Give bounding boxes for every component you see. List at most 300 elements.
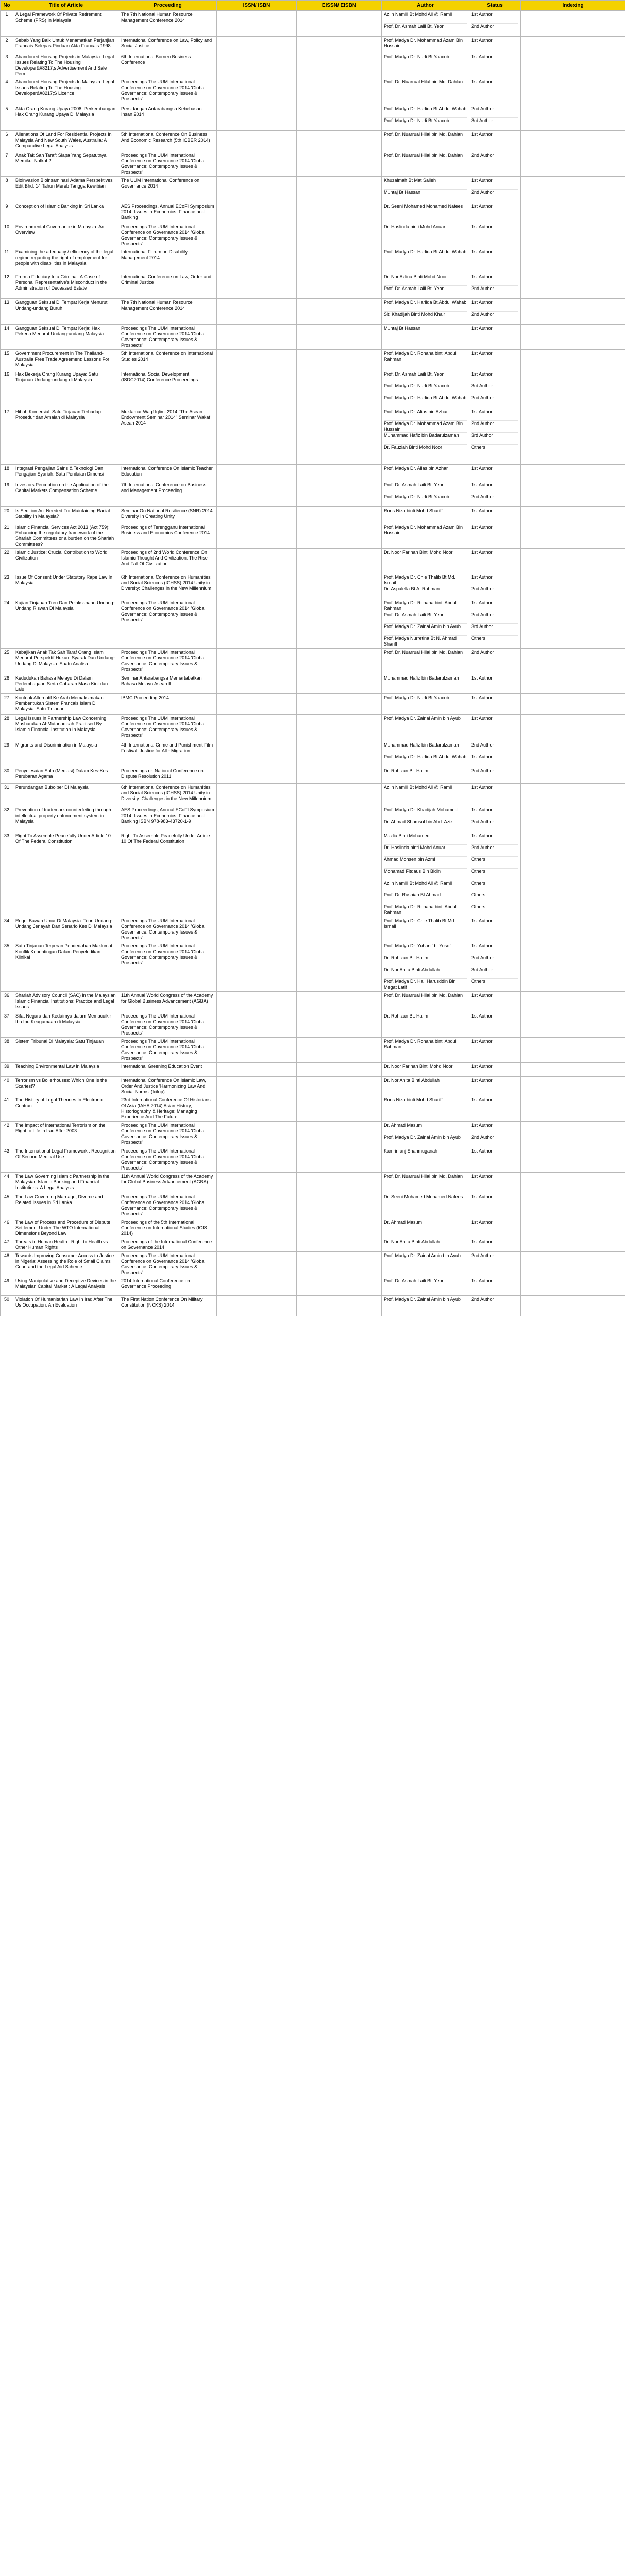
author-status: 3rd Author bbox=[471, 433, 518, 445]
eissn-cell bbox=[297, 1193, 382, 1218]
issn-cell bbox=[217, 1238, 297, 1252]
article-title: A Legal Framework Of Private Retirement Scheme (PRS) In Malaysia bbox=[13, 11, 119, 37]
author-name: Mazlia Binti Mohamed bbox=[384, 833, 467, 845]
table-row bbox=[1, 523, 625, 549]
row-number: 32 bbox=[1, 806, 13, 832]
table-row bbox=[1, 299, 625, 325]
article-title: Sebab Yang Baik Untuk Menamatkan Perjanjian Francais Selepas Pindaan Akta Francais 1998 bbox=[13, 37, 119, 53]
proceeding: Proceedings The UUM International Conference on Governance 2014 'Global Governance: Contemporary Issues & Prospects' bbox=[119, 942, 217, 992]
table-row bbox=[1, 1296, 625, 1316]
proceeding: Proceedings The UUM International Conference on Governance 2014 'Global Governance: Contemporary Issues & Prospects' bbox=[119, 917, 217, 942]
row-number: 20 bbox=[1, 507, 13, 523]
status-cell bbox=[469, 465, 521, 481]
table-row bbox=[1, 465, 625, 481]
table-row bbox=[1, 649, 625, 674]
issn-cell bbox=[217, 202, 297, 223]
indexing-cell bbox=[521, 370, 625, 408]
table-body bbox=[1, 11, 625, 1316]
status-cell bbox=[469, 325, 521, 350]
row-number: 25 bbox=[1, 649, 13, 674]
author-status: 1st Author bbox=[471, 833, 518, 845]
row-number: 19 bbox=[1, 481, 13, 507]
row-number: 24 bbox=[1, 599, 13, 649]
author-name: Prof. Dr. Nuarrual Hilal bin Md. Dahlan bbox=[384, 79, 463, 84]
table-row bbox=[1, 37, 625, 53]
proceeding: International Social Development (ISDC2014) Conference Proceedings bbox=[119, 370, 217, 408]
row-number: 5 bbox=[1, 105, 13, 131]
row-number: 43 bbox=[1, 1147, 13, 1173]
article-title: Kajian Tinjauan Tren Dan Pelaksanaan Undang-Undang Riswah Di Malaysia bbox=[13, 599, 119, 649]
author-cell bbox=[382, 1238, 469, 1252]
status-cell bbox=[469, 549, 521, 573]
author-status: 1st Author bbox=[471, 1064, 493, 1069]
author-name: Dr. Seeni Mohamed Mohamed Nafees bbox=[384, 1194, 463, 1199]
indexing-cell bbox=[521, 37, 625, 53]
col-header-status: Status bbox=[469, 1, 521, 11]
author-name: Azlin Namili Bt Mohd Ali @ Ramli bbox=[384, 785, 452, 790]
issn-cell bbox=[217, 715, 297, 741]
indexing-cell bbox=[521, 1238, 625, 1252]
row-number: 23 bbox=[1, 573, 13, 599]
article-title: Legal Issues in Partnership Law Concerning Musharakah Al-Mutanaqisah Practised By Islamic Financial Institution In Malaysia bbox=[13, 715, 119, 741]
status-cell bbox=[469, 408, 521, 465]
proceeding: 6th International Conference on Humanities and Social Sciences (ICHSS) 2014 Unity in Diversity: Challenges in the New Millennium bbox=[119, 784, 217, 806]
author-cell bbox=[382, 523, 469, 549]
article-title: Penyelesaian Sulh (Mediasi) Dalam Kes-Kes Perubaran Agama bbox=[13, 767, 119, 784]
status-cell bbox=[469, 741, 521, 767]
author-cell bbox=[382, 1038, 469, 1063]
row-number: 33 bbox=[1, 832, 13, 917]
proceeding: International Conference on Law, Policy and Social Justice bbox=[119, 37, 217, 53]
issn-cell bbox=[217, 1193, 297, 1218]
indexing-cell bbox=[521, 523, 625, 549]
author-name: Prof. Madya Nurretina Bt N. Ahmad Shariff bbox=[384, 636, 457, 647]
author-status: 1st Author bbox=[471, 409, 518, 421]
proceeding: Proceedings on National Conference on Dispute Resolution 2011 bbox=[119, 767, 217, 784]
row-number: 17 bbox=[1, 408, 13, 465]
table-row bbox=[1, 573, 625, 599]
status-cell bbox=[469, 649, 521, 674]
author-status: 1st Author bbox=[471, 224, 493, 229]
row-number: 4 bbox=[1, 78, 13, 105]
author-cell bbox=[382, 131, 469, 151]
issn-cell bbox=[217, 1077, 297, 1096]
table-row bbox=[1, 549, 625, 573]
table-row bbox=[1, 917, 625, 942]
issn-cell bbox=[217, 767, 297, 784]
issn-cell bbox=[217, 1252, 297, 1277]
author-name: Prof. Madya Dr. Mohammad Azam Bin Hussain bbox=[384, 524, 463, 535]
table-row bbox=[1, 992, 625, 1012]
table-row bbox=[1, 1173, 625, 1193]
eissn-cell bbox=[297, 507, 382, 523]
author-name: Prof. Madya Dr. Haji Harusddin Bin Megat Latif bbox=[384, 979, 456, 990]
author-cell bbox=[382, 832, 469, 917]
author-status: 2nd Author bbox=[471, 612, 518, 624]
author-name: Prof. Dr. Asmah Laili Bt. Yeon bbox=[384, 286, 445, 291]
proceeding: Muktamar Waqf Iqlimi 2014 "The Asean Endowment Seminar 2014" Seminar Wakaf Asean 2014 bbox=[119, 408, 217, 465]
issn-cell bbox=[217, 273, 297, 299]
author-cell bbox=[382, 105, 469, 131]
row-number: 21 bbox=[1, 523, 13, 549]
indexing-cell bbox=[521, 53, 625, 78]
proceeding: AES Proceedings, Annual ECoFI Symposium 2014: Issues in Economics, Finance and Banking bbox=[119, 202, 217, 223]
row-number: 9 bbox=[1, 202, 13, 223]
author-cell bbox=[382, 78, 469, 105]
author-status: Others bbox=[471, 445, 486, 450]
status-cell bbox=[469, 131, 521, 151]
table-row bbox=[1, 370, 625, 408]
issn-cell bbox=[217, 599, 297, 649]
eissn-cell bbox=[297, 105, 382, 131]
article-title: Hibah Komersial: Satu Tinjauan Terhadap Prosedur dan Amalan di Malaysia bbox=[13, 408, 119, 465]
table-row bbox=[1, 151, 625, 177]
article-title: Teaching Environmental Law in Malaysia bbox=[13, 1063, 119, 1077]
status-cell bbox=[469, 223, 521, 248]
row-number: 46 bbox=[1, 1218, 13, 1238]
article-title: Investors Perception on the Application of the Capital Markets Compensation Scheme bbox=[13, 481, 119, 507]
indexing-cell bbox=[521, 694, 625, 715]
eissn-cell bbox=[297, 1218, 382, 1238]
author-status: 1st Author bbox=[471, 993, 493, 998]
proceeding: Proceedings The UUM International Conference on Governance 2014 'Global Governance: Contemporary Issues & Prospects' bbox=[119, 223, 217, 248]
author-status: 1st Author bbox=[471, 1039, 493, 1044]
article-title: Kedudukan Bahasa Melayu Di Dalam Perlembagaan Serta Cabaran Masa Kini dan Lalu bbox=[13, 674, 119, 694]
article-title: Akta Orang Kurang Upaya 2008: Perkembangan Hak Orang Kurang Upaya Di Malaysia bbox=[13, 105, 119, 131]
author-name: Kamrin anj Shanmuganah bbox=[384, 1148, 438, 1154]
author-cell bbox=[382, 325, 469, 350]
issn-cell bbox=[217, 370, 297, 408]
proceeding: Proceedings The UUM International Conference on Governance 2014 'Global Governance: Contemporary Issues & Prospects' bbox=[119, 1122, 217, 1147]
author-name: Muhammad Hafiz bin Badarulzaman bbox=[384, 433, 467, 445]
status-cell bbox=[469, 674, 521, 694]
author-status: 1st Author bbox=[471, 482, 518, 494]
status-cell bbox=[469, 273, 521, 299]
author-status: 2nd Author bbox=[471, 586, 494, 591]
author-name: Prof. Madya Dr. Nurli Bt Yaacob bbox=[384, 494, 449, 499]
author-name: Dr. Ahmad Shamsul bin Abd. Aziz bbox=[384, 819, 453, 824]
author-status: 2nd Author bbox=[471, 494, 494, 499]
author-cell bbox=[382, 784, 469, 806]
table-row bbox=[1, 715, 625, 741]
eissn-cell bbox=[297, 715, 382, 741]
author-cell bbox=[382, 917, 469, 942]
author-status: 3rd Author bbox=[471, 383, 518, 395]
author-name: Muntaj Bt Hassan bbox=[384, 190, 421, 195]
author-status: 1st Author bbox=[471, 716, 493, 721]
row-number: 29 bbox=[1, 741, 13, 767]
author-status: 2nd Author bbox=[471, 742, 518, 754]
issn-cell bbox=[217, 11, 297, 37]
indexing-cell bbox=[521, 741, 625, 767]
issn-cell bbox=[217, 549, 297, 573]
author-cell bbox=[382, 649, 469, 674]
eissn-cell bbox=[297, 767, 382, 784]
proceeding: 5th International Conference On Business And Economic Research (5th ICBER 2014) bbox=[119, 131, 217, 151]
author-name: Prof. Madya Dr. Harlida Bt Abdul Wahab bbox=[384, 106, 467, 118]
issn-cell bbox=[217, 573, 297, 599]
issn-cell bbox=[217, 674, 297, 694]
proceeding: 6th International Conference on Humanities and Social Sciences (ICHSS) 2014 Unity in Diversity: Challenges in the New Millennium bbox=[119, 573, 217, 599]
article-title: Environmental Governance in Malaysia: An Overview bbox=[13, 223, 119, 248]
row-number: 50 bbox=[1, 1296, 13, 1316]
indexing-cell bbox=[521, 299, 625, 325]
author-cell bbox=[382, 1122, 469, 1147]
eissn-cell bbox=[297, 942, 382, 992]
author-name: Prof. Madya Dr. Chie Thalib Bt Md. Ismail bbox=[384, 918, 455, 929]
eissn-cell bbox=[297, 1122, 382, 1147]
author-name: Prof. Madya Dr. Zainal Amin bin Ayub bbox=[384, 1134, 461, 1140]
table-row bbox=[1, 741, 625, 767]
issn-cell bbox=[217, 1147, 297, 1173]
indexing-cell bbox=[521, 1193, 625, 1218]
article-title: Anak Tak Sah Taraf: Siapa Yang Sepatutnya Memikul Nafkah? bbox=[13, 151, 119, 177]
proceeding: Proceedings of 2nd World Conference On Islamic Thought And Civilization: The Rise And Fall Of Civilization bbox=[119, 549, 217, 573]
table-row bbox=[1, 806, 625, 832]
author-cell bbox=[382, 942, 469, 992]
proceeding: Proceedings of the 5th International Conference on International Studies (ICIS 2014) bbox=[119, 1218, 217, 1238]
issn-cell bbox=[217, 1012, 297, 1038]
author-status: 1st Author bbox=[471, 466, 493, 471]
indexing-cell bbox=[521, 1077, 625, 1096]
proceeding: AES Proceedings, Annual ECoFI Symposium 2014: Issues in Economics, Finance and Banking ISBN 978-983-43720-1-9 bbox=[119, 806, 217, 832]
indexing-cell bbox=[521, 223, 625, 248]
status-cell bbox=[469, 1038, 521, 1063]
issn-cell bbox=[217, 465, 297, 481]
proceeding: Seminar Antarabangsa Memartabatkan Bahasa Melayu Asean II bbox=[119, 674, 217, 694]
proceeding: Proceedings The UUM International Conference on Governance 2014 'Global Governance: Contemporary Issues & Prospects' bbox=[119, 1252, 217, 1277]
col-header-title: Title of Article bbox=[13, 1, 119, 11]
author-status: 1st Author bbox=[471, 12, 518, 24]
article-title: Abandoned Housing Projects In Malaysia: Legal Issues Relating To The Housing Developer&#8217;S Licence bbox=[13, 78, 119, 105]
indexing-cell bbox=[521, 649, 625, 674]
author-status: 1st Author bbox=[471, 326, 493, 331]
author-name: Prof. Madya Dr. Harlida Bt Abdul Wahab bbox=[384, 300, 467, 312]
table-row bbox=[1, 1277, 625, 1296]
row-number: 18 bbox=[1, 465, 13, 481]
indexing-cell bbox=[521, 131, 625, 151]
author-cell bbox=[382, 715, 469, 741]
proceeding: Right To Assemble Peacefully Under Article 10 Of The Federal Constitution bbox=[119, 832, 217, 917]
status-cell bbox=[469, 715, 521, 741]
indexing-cell bbox=[521, 599, 625, 649]
article-title: Using Manipulative and Deceptive Devices in the Malaysian Capital Market : A Legal Analysis bbox=[13, 1277, 119, 1296]
indexing-cell bbox=[521, 177, 625, 202]
proceeding: 6th International Borneo Business Conference bbox=[119, 53, 217, 78]
indexing-cell bbox=[521, 465, 625, 481]
row-number: 47 bbox=[1, 1238, 13, 1252]
table-row bbox=[1, 53, 625, 78]
row-number: 37 bbox=[1, 1012, 13, 1038]
issn-cell bbox=[217, 992, 297, 1012]
status-cell bbox=[469, 11, 521, 37]
indexing-cell bbox=[521, 273, 625, 299]
author-status: 1st Author bbox=[471, 79, 493, 84]
author-name: Prof. Dr. Nuarrual Hilal bin Md. Dahlan bbox=[384, 132, 463, 137]
article-title: Shariah Advisory Council (SAC) in the Malaysian Islamic Financial Institutions: Practice and Legal Issues bbox=[13, 992, 119, 1012]
row-number: 28 bbox=[1, 715, 13, 741]
author-status: Others bbox=[471, 904, 486, 909]
author-name: Prof. Madya Dr. Zainal Amin bin Ayub bbox=[384, 1297, 461, 1302]
article-title: The Law of Process and Procedure of Dispute Settlement Under The WTO International Dimensions Beyond Law bbox=[13, 1218, 119, 1238]
author-status: 1st Author bbox=[471, 1097, 493, 1103]
author-cell bbox=[382, 1063, 469, 1077]
article-title: Hak Bekerja Orang Kurang Upaya: Satu Tinjauan Undang-undang di Malaysia bbox=[13, 370, 119, 408]
author-name: Dr. Nor Anita Binti Abdullah bbox=[384, 967, 467, 979]
author-name: Siti Khadijah Binti Mohd Khair bbox=[384, 312, 445, 317]
author-cell bbox=[382, 1012, 469, 1038]
indexing-cell bbox=[521, 408, 625, 465]
status-cell bbox=[469, 151, 521, 177]
author-name: Roos Niza binti Mohd Shariff bbox=[384, 508, 443, 513]
proceeding: International Forum on Disability Management 2014 bbox=[119, 248, 217, 273]
author-name: Prof. Dr. Nuarrual Hilal bin Md. Dahlan bbox=[384, 1174, 463, 1179]
issn-cell bbox=[217, 741, 297, 767]
table-row bbox=[1, 507, 625, 523]
author-cell bbox=[382, 1077, 469, 1096]
author-status: 2nd Author bbox=[471, 1253, 494, 1258]
author-status: 1st Author bbox=[471, 274, 518, 286]
table-row bbox=[1, 1218, 625, 1238]
indexing-cell bbox=[521, 1096, 625, 1122]
author-name: Prof. Madya Dr. Rohana binti Abdul Rahman bbox=[384, 351, 457, 362]
author-status: 1st Author bbox=[471, 204, 493, 209]
row-number: 34 bbox=[1, 917, 13, 942]
author-status: 2nd Author bbox=[471, 1297, 494, 1302]
author-name: Dr. Seeni Mohamed Mohamed Nafees bbox=[384, 204, 463, 209]
issn-cell bbox=[217, 53, 297, 78]
author-status: 1st Author bbox=[471, 918, 493, 923]
article-title: Government Procurement in The Thailand-Australia Free Trade Agreement: Lessons For Malaysia bbox=[13, 350, 119, 370]
proceeding: Proceedings The UUM International Conference on Governance 2014 'Global Governance: Contemporary Issues & Prospects' bbox=[119, 1193, 217, 1218]
author-status: Others bbox=[471, 636, 486, 641]
article-title: Sistem Tribunal Di Malaysia: Satu Tinjauan bbox=[13, 1038, 119, 1063]
eissn-cell bbox=[297, 917, 382, 942]
issn-cell bbox=[217, 1096, 297, 1122]
eissn-cell bbox=[297, 1173, 382, 1193]
author-status: 3rd Author bbox=[471, 118, 493, 123]
article-title: Gangguan Seksual Di Tempat Kerja: Hak Pekerja Menurut Undang-undang Malaysia bbox=[13, 325, 119, 350]
indexing-cell bbox=[521, 1038, 625, 1063]
proceeding: 11th Annual World Congress of the Academy for Global Business Advancement (AGBA) bbox=[119, 1173, 217, 1193]
status-cell bbox=[469, 1077, 521, 1096]
author-status: 1st Author bbox=[471, 754, 493, 759]
author-name: Prof. Madya Dr. Nurli Bt Yaacob bbox=[384, 118, 449, 123]
author-status: 1st Author bbox=[471, 1078, 493, 1083]
eissn-cell bbox=[297, 674, 382, 694]
author-name: Ahmad Mohsen bin Azmi bbox=[384, 857, 467, 869]
status-cell bbox=[469, 481, 521, 507]
author-status: 1st Author bbox=[471, 600, 518, 612]
status-cell bbox=[469, 1296, 521, 1316]
table-row bbox=[1, 105, 625, 131]
row-number: 11 bbox=[1, 248, 13, 273]
author-status: 2nd Author bbox=[471, 421, 518, 433]
issn-cell bbox=[217, 1038, 297, 1063]
author-status: 1st Author bbox=[471, 807, 518, 819]
author-status: Others bbox=[471, 892, 518, 904]
table-row bbox=[1, 1096, 625, 1122]
issn-cell bbox=[217, 223, 297, 248]
eissn-cell bbox=[297, 1277, 382, 1296]
table-row bbox=[1, 832, 625, 917]
eissn-cell bbox=[297, 223, 382, 248]
article-title: Gangguan Seksual Di Tempat Kerja Menurut Undang-undang Buruh bbox=[13, 299, 119, 325]
status-cell bbox=[469, 1218, 521, 1238]
proceeding: International Conference On Islamic Law, Order And Justice 'Harmonizing Law And Social Norms' (Icilop) bbox=[119, 1077, 217, 1096]
row-number: 8 bbox=[1, 177, 13, 202]
status-cell bbox=[469, 767, 521, 784]
row-number: 13 bbox=[1, 299, 13, 325]
article-title: Sifat Negara dan Kedaimya dalam Memacuikir Ibu Ibu Keagamaan di Malaysia bbox=[13, 1012, 119, 1038]
indexing-cell bbox=[521, 325, 625, 350]
table-row bbox=[1, 1077, 625, 1096]
row-number: 48 bbox=[1, 1252, 13, 1277]
author-status: 1st Author bbox=[471, 178, 518, 190]
author-status: 1st Author bbox=[471, 54, 493, 59]
article-title: Examining the adequacy / efficiency of the legal regime regarding the right of employment for people with disabilities in Malaysia bbox=[13, 248, 119, 273]
status-cell bbox=[469, 53, 521, 78]
author-name: Prof. Madya Dr. Alias bin Azhar bbox=[384, 466, 448, 471]
eissn-cell bbox=[297, 1147, 382, 1173]
author-name: Prof. Madya Dr. Rohana binti Abdul Rahman bbox=[384, 1039, 457, 1049]
article-title: Perundangan Buboiber Di Malaysia bbox=[13, 784, 119, 806]
eissn-cell bbox=[297, 1077, 382, 1096]
author-name: Muhammad Hafiz bin Badarulzaman bbox=[384, 742, 467, 754]
author-name: Dr. Noor Farihah Binti Mohd Noor bbox=[384, 1064, 453, 1069]
row-number: 2 bbox=[1, 37, 13, 53]
eissn-cell bbox=[297, 1096, 382, 1122]
author-cell bbox=[382, 151, 469, 177]
author-name: Dr. Rohizan Bt. Halim bbox=[384, 1013, 429, 1019]
eissn-cell bbox=[297, 370, 382, 408]
status-cell bbox=[469, 299, 521, 325]
article-title: Satu Tinjauan Terperan Pendedahan Maklumat Konflik Kepentingan Dalam Penyeludikan Klinikal bbox=[13, 942, 119, 992]
author-name: Dr. Nor Anita Binti Abdullah bbox=[384, 1239, 440, 1244]
table-row bbox=[1, 202, 625, 223]
row-number: 49 bbox=[1, 1277, 13, 1296]
author-status: 1st Author bbox=[471, 1148, 493, 1154]
author-cell bbox=[382, 1096, 469, 1122]
eissn-cell bbox=[297, 649, 382, 674]
table-row bbox=[1, 767, 625, 784]
issn-cell bbox=[217, 408, 297, 465]
proceeding: Proceedings The UUM International Conference on Governance 2014 'Global Governance: Contemporary Issues & Prospects' bbox=[119, 649, 217, 674]
indexing-cell bbox=[521, 481, 625, 507]
article-title: Integrasi Pengajian Sains & Teknologi Dan Pengajian Syariah: Satu Penilaian Dimensi bbox=[13, 465, 119, 481]
eissn-cell bbox=[297, 523, 382, 549]
indexing-cell bbox=[521, 784, 625, 806]
article-title: From a Fiduciary to a Criminal: A Case of Personal Representative's Misconduct in the Administration of Deceased Estate bbox=[13, 273, 119, 299]
issn-cell bbox=[217, 350, 297, 370]
status-cell bbox=[469, 1063, 521, 1077]
table-row bbox=[1, 78, 625, 105]
author-name: Prof. Dr. Nuarrual Hilal bin Md. Dahlan bbox=[384, 993, 463, 998]
table-row bbox=[1, 1193, 625, 1218]
author-status: 2nd Author bbox=[471, 312, 494, 317]
indexing-cell bbox=[521, 992, 625, 1012]
author-name: Prof. Madya Dr. Yuhanif bt Yusof bbox=[384, 943, 467, 955]
author-cell bbox=[382, 202, 469, 223]
author-name: Dr. Haslinda binti Mohd Anuar bbox=[384, 224, 446, 229]
table-row bbox=[1, 177, 625, 202]
row-number: 14 bbox=[1, 325, 13, 350]
eissn-cell bbox=[297, 202, 382, 223]
author-name: Khuzaimah Bt Mat Salleh bbox=[384, 178, 467, 190]
eissn-cell bbox=[297, 1252, 382, 1277]
article-title: Islamic Financial Services Act 2013 (Act 759): Enhancing the regulatory framework of the Shariah Committees or a burden on the Shariah Committees? bbox=[13, 523, 119, 549]
author-status: 1st Author bbox=[471, 785, 493, 790]
